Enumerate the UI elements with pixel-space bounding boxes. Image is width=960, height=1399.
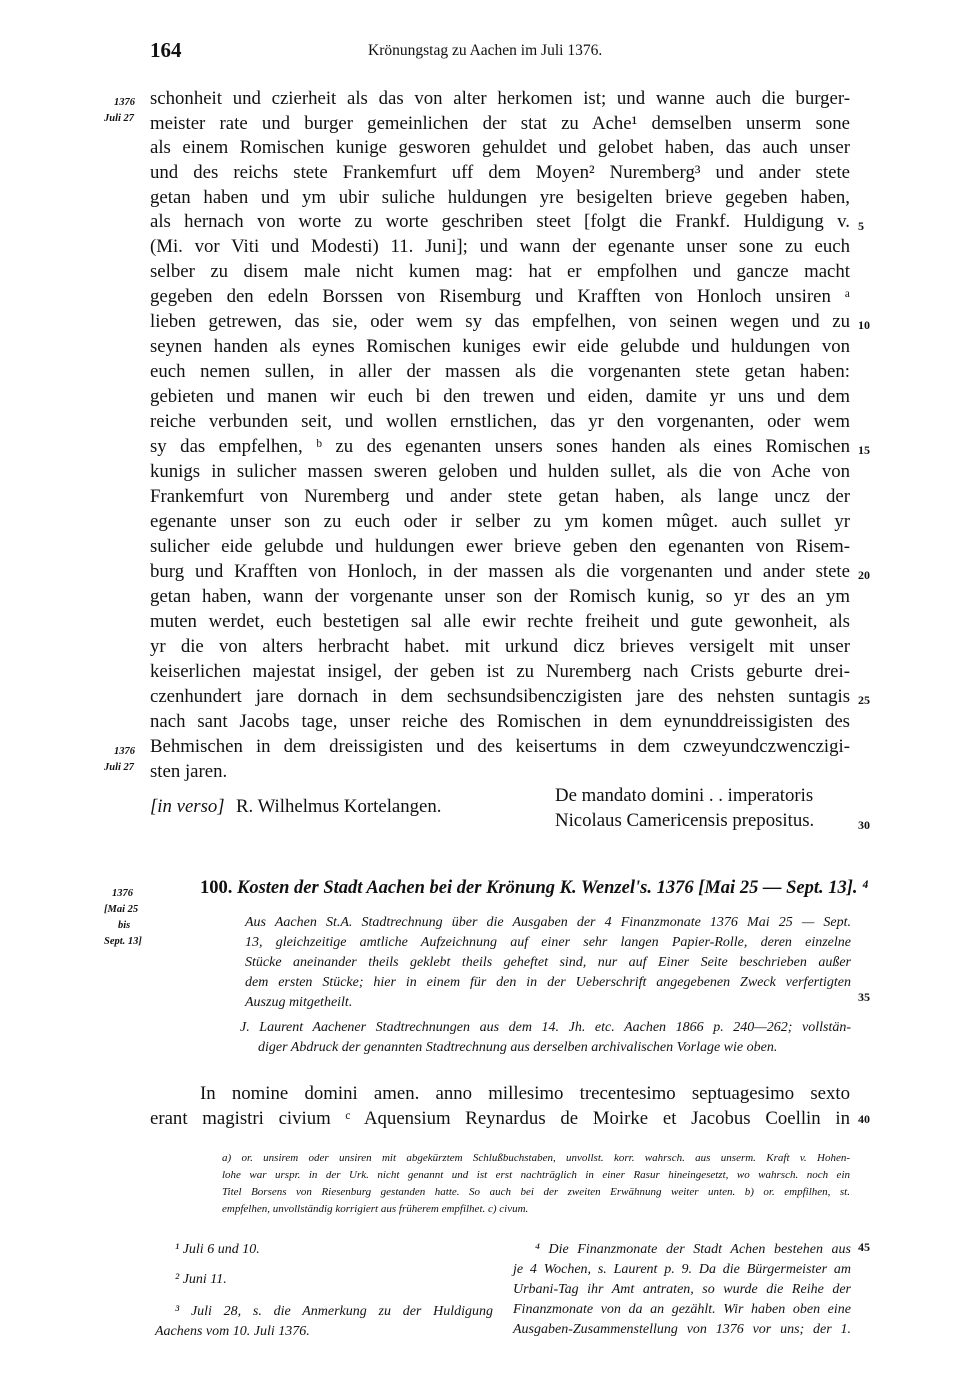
body-line: seynen handen als eynes Romischen kuniges ewir eide gelubde und huldungen von [150, 336, 850, 357]
body-line: sy das empfelhen, ᵇ zu des egenanten unsers sones handen als eines Romischen [150, 436, 850, 457]
margin-date-day: Juli 27 [104, 113, 135, 124]
line-number: 15 [858, 443, 870, 457]
body-line: getan haben und ym ubir suliche huldungen yre besigelten brieve gegeben haben, [150, 187, 850, 208]
body-line: kunigs in sulicher massen sweren geloben und hulden sullet, als die von Ache von [150, 461, 850, 482]
margin-date-year: 1376 [114, 746, 135, 757]
mandate-line: Nicolaus Camericensis prepositus. [555, 810, 815, 831]
line-number: 10 [858, 318, 870, 332]
source-line: 13, gleichzeitige amtliche Aufzeichnung auf einer sehr langen Papier-Rolle, deren einzelne [245, 935, 851, 950]
body-line: Behmischen in dem dreissigisten und des keisertums in dem czweyundczwenczigi- [150, 736, 850, 757]
footnote: ³ Juli 28, s. die Anmerkung zu der Huldigung [175, 1304, 493, 1319]
body-line: lieben getrewen, das sie, oder wem sy das empfelhen, von seinen wegen und zu [150, 311, 850, 332]
line-number: 5 [858, 219, 864, 233]
body-line: czenhundert jare dornach in dem sechsundsibenczigisten jare des nehsten suntagis [150, 686, 850, 707]
line-number: 20 [858, 568, 870, 582]
margin-date-day: Juli 27 [104, 762, 135, 773]
line-number: 25 [858, 693, 870, 707]
body-line: selber zu disem male nicht kumen mag: hat er empfolhen und gancze macht [150, 261, 850, 282]
body-line: nach sant Jacobs tage, unser reiche des Romischen in dem eynunddreissigisten des [150, 711, 850, 732]
source-line: Stücke aneinander theils geklebt theils geheftet sind, nur auf Einer Seite beschrieben außer [245, 955, 851, 970]
body-line: muten werdet, euch bestetigen sal alle ewir rechte freiheit und gute gewonheit, als [150, 611, 850, 632]
footnote: Finanzmonate von da an gezählt. Wir haben oben eine [513, 1302, 851, 1317]
edition-line: J. Laurent Aachener Stadtrechnungen aus dem 14. Jh. etc. Aachen 1866 p. 240—262; vollstän- [240, 1020, 851, 1035]
footnote: Urbani-Tag ihr Amt antraten, so wurde die Reihe der [513, 1282, 851, 1297]
document-title: Kosten der Stadt Aachen bei der Krönung K. Wenzel's. 1376 [Mai 25 — Sept. 13]. ⁴ [237, 878, 869, 898]
margin-date-range-end: Sept. 13] [104, 936, 142, 947]
body-line: als einem Romischen kunige gesworen gehuldet und gelobet haben, das auch unser [150, 137, 850, 158]
body-line: gegeben den edeln Borssen von Risemburg und Krafften von Honloch unsiren ᵃ [150, 286, 850, 307]
source-line: dem ersten Stücke; hier in einem für den in der Ueberschrift angegebenen Zweck verfertigten [245, 975, 851, 990]
body-line: yr die von alters herbracht habet. mit urkund dicz brieves versigelt mit unser [150, 636, 850, 657]
variant-note-line: empfelhen, unvollständig korrigiert aus früherem empfilhet. c) civum. [222, 1203, 529, 1215]
line-number: 35 [858, 990, 870, 1004]
document-text-line: erant magistri civium ᶜ Aquensium Reynardus de Moirke et Jacobus Coellin in [150, 1108, 850, 1129]
variant-note-line: a) or. unsirem oder unsiren mit abgekürztem Schlußbuchstaben, unvollst. korr. wahrsch. aus unserm. Kraft v. Hohen- [222, 1152, 850, 1164]
margin-date-year: 1376 [114, 97, 135, 108]
body-line: Frankemfurt von Nuremberg und ander stete getan haben, als lange uncz der [150, 486, 850, 507]
running-head: Krönungstag zu Aachen im Juli 1376. [368, 42, 603, 59]
margin-date-range-start: [Mai 25 [104, 904, 139, 915]
line-number: 45 [858, 1240, 870, 1254]
line-number: 40 [858, 1112, 870, 1126]
body-line: sten jaren. [150, 761, 228, 782]
footnote: je 4 Wochen, s. Laurent p. 9. Da die Bürgermeister am [513, 1262, 851, 1277]
body-line: burg und Krafften von Honloch, in der massen als die vorgenanten und ander stete [150, 561, 850, 582]
body-line: reiche verbunden seit, und wollen ernstlichen, das yr den vorgenanten, oder wem [150, 411, 850, 432]
document-heading [200, 878, 869, 899]
document-text-line: In nomine domini amen. anno millesimo trecentesimo septuagesimo sexto [200, 1083, 850, 1104]
document-number: 100. [200, 878, 233, 898]
verso-name: R. Wilhelmus Kortelangen. [236, 796, 442, 817]
body-line: euch nemen sullen, in aller der massen als die vorgenanten stete getan haben: [150, 361, 850, 382]
variant-note-line: Titel Borsens von Riesenburg gestanden hatte. So auch bei der zweiten Erwähnung weiter unten. b) or. empfilhen, st. [222, 1186, 850, 1198]
body-line: schonheit und czierheit als das von alter herkomen ist; und wanne auch die burger- [150, 88, 850, 109]
body-line: als hernach von worte zu worte geschriben steet [folgt die Frankf. Huldigung v. [150, 211, 850, 232]
margin-date-bis: bis [118, 920, 131, 931]
body-line: gebieten und manen wir euch bi den trewen und eiden, damite yr uns und dem [150, 386, 850, 407]
footnote: ¹ Juli 6 und 10. [175, 1242, 260, 1257]
margin-date-year: 1376 [112, 888, 133, 899]
body-line: sulicher eide gelubde und huldungen ewer brieve geben den egenanten von Risem- [150, 536, 850, 557]
body-line: getan haben, wann der vorgenante unser son der Romisch kunig, so yr des an ym [150, 586, 850, 607]
footnote: Aachens vom 10. Juli 1376. [155, 1324, 310, 1339]
footnote: ⁴ Die Finanzmonate der Stadt Achen bestehen aus [535, 1242, 851, 1257]
footnote: Ausgaben-Zusammenstellung von 1376 vor uns; der 1. [513, 1322, 851, 1337]
footnote: ² Juni 11. [175, 1272, 227, 1287]
source-line: Auszug mitgetheilt. [245, 995, 353, 1010]
body-line: egenante unser son zu euch oder ir selber zu ym komen mûget. auch sullet yr [150, 511, 850, 532]
body-line: meister rate und burger gemeinlichen der stat zu Ache¹ demselben unserm sone [150, 113, 850, 134]
page-number: 164 [150, 38, 182, 62]
source-line: Aus Aachen St.A. Stadtrechnung über die Ausgaben der 4 Finanzmonate 1376 Mai 25 — Sept. [245, 915, 851, 930]
variant-note-line: lohe war urspr. in der Urk. nicht genannt und ist erst nachträglich in einer Rasur hineingesetzt, wo wahrsch. noch ein [222, 1169, 850, 1181]
line-number: 30 [858, 818, 870, 832]
edition-line: diger Abdruck der genannten Stadtrechnung aus derselben archivalischen Vorlage wie oben. [258, 1040, 778, 1055]
mandate-line: De mandato domini . . imperatoris [555, 785, 814, 806]
body-line: (Mi. vor Viti und Modesti) 11. Juni]; und wann der egenante unser sone zu euch [150, 236, 850, 257]
verso-label: [in verso] [150, 796, 225, 817]
body-line: und des reichs stete Frankemfurt uff dem Moyen² Nuremberg³ und ander stete [150, 162, 850, 183]
body-line: keiserlichen majestat insigel, der geben ist zu Nuremberg nach Crists geburte drei- [150, 661, 850, 682]
